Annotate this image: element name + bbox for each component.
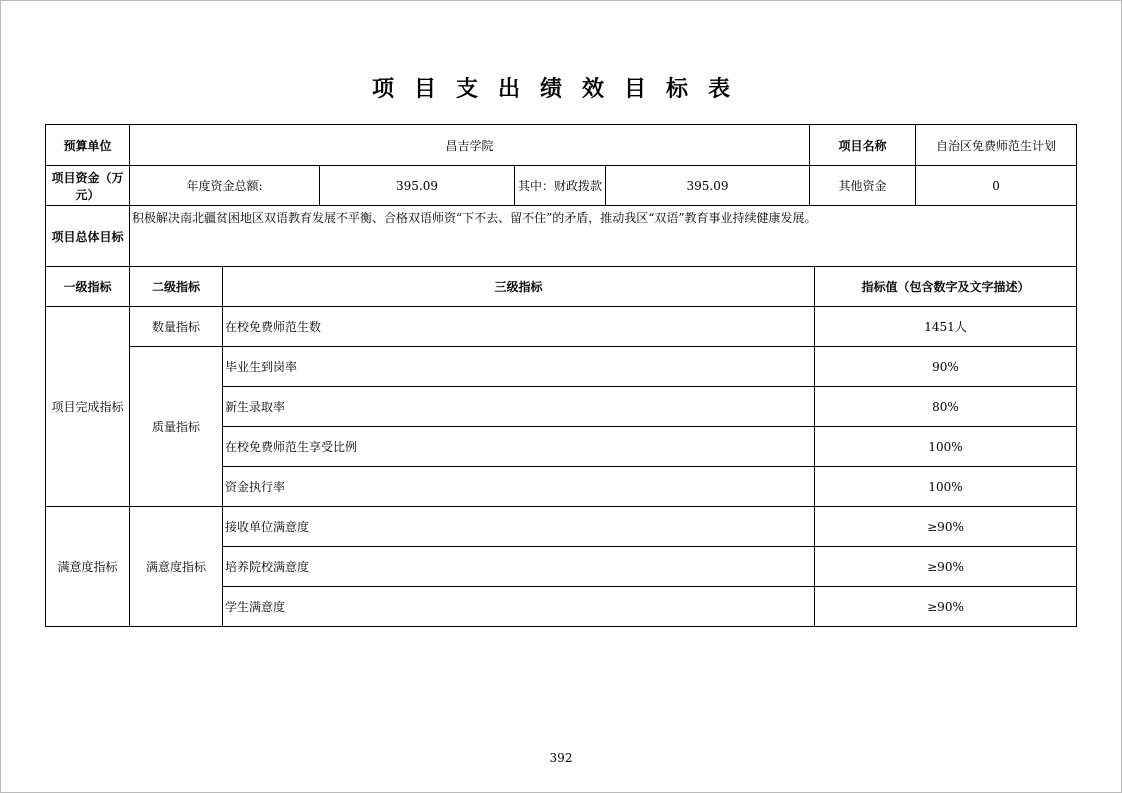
- level3-cell: 培养院校满意度: [223, 547, 815, 587]
- value-cell: ≥90%: [815, 507, 1077, 547]
- col-header-value: 指标值（包含数字及文字描述）: [815, 267, 1077, 307]
- level3-cell: 学生满意度: [223, 587, 815, 627]
- level2-cell: 质量指标: [130, 347, 223, 507]
- goal-row: [46, 206, 1077, 267]
- performance-goal-table: [45, 124, 1077, 267]
- col-header-level2: 二级指标: [130, 267, 223, 307]
- value-cell: ≥90%: [815, 547, 1077, 587]
- col-header-level3: 三级指标: [223, 267, 815, 307]
- level1-cell: 满意度指标: [46, 507, 130, 627]
- value-cell: 100%: [815, 427, 1077, 467]
- value-cell: 1451人: [815, 307, 1077, 347]
- project-name-label: 项目名称: [810, 125, 916, 166]
- total-funds-value: 395.09: [320, 166, 515, 206]
- project-name-value: 自治区免费师范生计划: [916, 125, 1077, 166]
- level3-cell: 接收单位满意度: [223, 507, 815, 547]
- level3-cell: 毕业生到岗率: [223, 347, 815, 387]
- fiscal-funds-value: 395.09: [606, 166, 810, 206]
- page-number: 392: [549, 751, 573, 765]
- indicator-table: [45, 266, 1077, 627]
- total-funds-label: 年度资金总额:: [130, 166, 320, 206]
- value-cell: ≥90%: [815, 587, 1077, 627]
- goal-text: 积极解决南北疆贫困地区双语教育发展不平衡、合格双语师资“下不去、留不住”的矛盾，推动我区“双语”教育事业持续健康发展。: [130, 206, 1077, 267]
- table-row: [46, 307, 1077, 347]
- level2-cell: 数量指标: [130, 307, 223, 347]
- funds-label: 项目资金（万元）: [46, 166, 130, 206]
- level1-cell: 项目完成指标: [46, 307, 130, 507]
- level2-cell: 满意度指标: [130, 507, 223, 627]
- column-header-row: [46, 267, 1077, 307]
- level3-cell: 新生录取率: [223, 387, 815, 427]
- level3-cell: 资金执行率: [223, 467, 815, 507]
- budget-unit-label: 预算单位: [46, 125, 130, 166]
- level3-cell: 在校免费师范生数: [223, 307, 815, 347]
- header-row: [46, 125, 1077, 166]
- fiscal-funds-label: 其中：财政拨款: [515, 166, 606, 206]
- goal-label: 项目总体目标: [46, 206, 130, 267]
- col-header-level1: 一级指标: [46, 267, 130, 307]
- value-cell: 100%: [815, 467, 1077, 507]
- value-cell: 80%: [815, 387, 1077, 427]
- table-row: [46, 347, 1077, 387]
- budget-unit-value: 昌吉学院: [130, 125, 810, 166]
- page-title: 项目支出绩效目标表: [371, 77, 750, 102]
- level3-cell: 在校免费师范生享受比例: [223, 427, 815, 467]
- funds-row: [46, 166, 1077, 206]
- value-cell: 90%: [815, 347, 1077, 387]
- other-funds-value: 0: [916, 166, 1077, 206]
- table-row: [46, 507, 1077, 547]
- other-funds-label: 其他资金: [810, 166, 916, 206]
